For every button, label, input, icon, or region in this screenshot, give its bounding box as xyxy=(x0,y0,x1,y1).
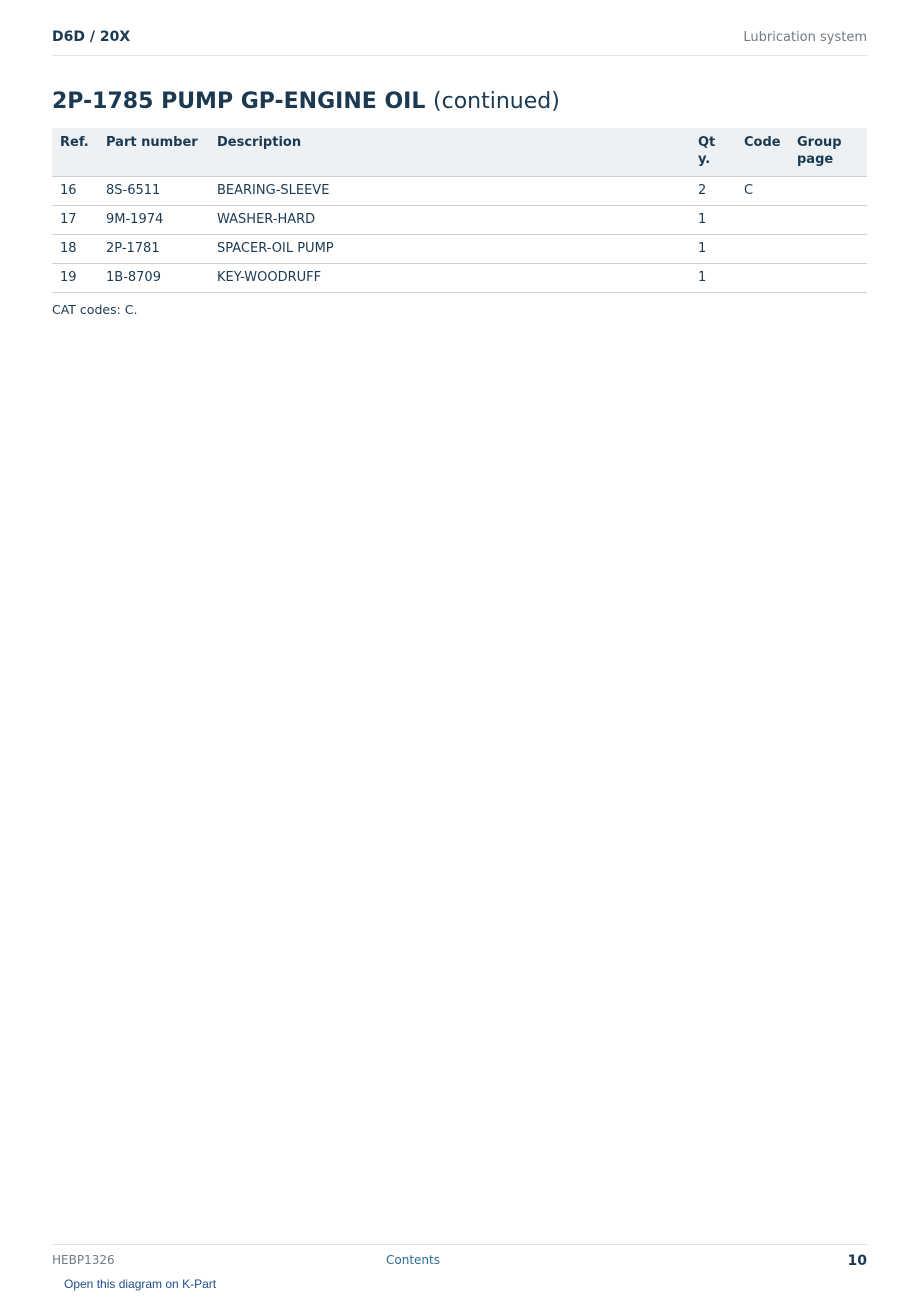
page-number: 10 xyxy=(847,1253,867,1269)
cell-ref: 19 xyxy=(52,264,98,293)
col-description: Description xyxy=(209,128,690,177)
cell-part-number: 2P-1781 xyxy=(98,235,209,264)
col-qty xyxy=(690,128,736,177)
parts-table xyxy=(52,128,867,293)
page-footer xyxy=(52,1244,867,1301)
cell-group-page xyxy=(789,206,867,235)
page-title xyxy=(52,89,560,114)
cell-qty: 1 xyxy=(690,206,736,235)
cell-description: BEARING-SLEEVE xyxy=(209,177,690,206)
cell-group-page xyxy=(789,177,867,206)
cell-ref: 18 xyxy=(52,235,98,264)
assembly-title: 2P-1785 PUMP GP-ENGINE OIL xyxy=(52,89,426,114)
page-header xyxy=(52,28,867,56)
parts-table-body xyxy=(52,177,867,293)
section-name: Lubrication system xyxy=(743,30,867,45)
machine-model: D6D / 20X xyxy=(52,29,131,45)
header-row xyxy=(52,128,867,177)
col-code: Code xyxy=(736,128,789,177)
parts-table-header xyxy=(52,128,867,177)
cell-description: WASHER-HARD xyxy=(209,206,690,235)
col-part-number: Part number xyxy=(98,128,209,177)
cell-qty: 1 xyxy=(690,235,736,264)
cell-qty: 2 xyxy=(690,177,736,206)
col-qty-label: Qty. xyxy=(698,135,716,167)
col-group-page: Group page xyxy=(789,128,867,177)
cell-part-number: 1B-8709 xyxy=(98,264,209,293)
table-row xyxy=(52,206,867,235)
title-suffix: (continued) xyxy=(433,89,560,114)
cell-code: C xyxy=(736,177,789,206)
contents-link[interactable]: Contents xyxy=(386,1253,440,1267)
table-row xyxy=(52,235,867,264)
cell-code xyxy=(736,235,789,264)
cell-ref: 17 xyxy=(52,206,98,235)
cell-description: KEY-WOODRUFF xyxy=(209,264,690,293)
col-ref: Ref. xyxy=(52,128,98,177)
cell-ref: 16 xyxy=(52,177,98,206)
cell-qty: 1 xyxy=(690,264,736,293)
cell-part-number: 8S-6511 xyxy=(98,177,209,206)
table-row xyxy=(52,177,867,206)
document-id: HEBP1326 xyxy=(52,1253,115,1267)
table-row xyxy=(52,264,867,293)
kpart-diagram-link[interactable]: Open this diagram on K-Part xyxy=(64,1277,217,1291)
cell-code xyxy=(736,264,789,293)
cell-group-page xyxy=(789,264,867,293)
cell-part-number: 9M-1974 xyxy=(98,206,209,235)
cell-description: SPACER-OIL PUMP xyxy=(209,235,690,264)
cell-group-page xyxy=(789,235,867,264)
cat-codes-note: CAT codes: C. xyxy=(52,302,138,317)
cell-code xyxy=(736,206,789,235)
